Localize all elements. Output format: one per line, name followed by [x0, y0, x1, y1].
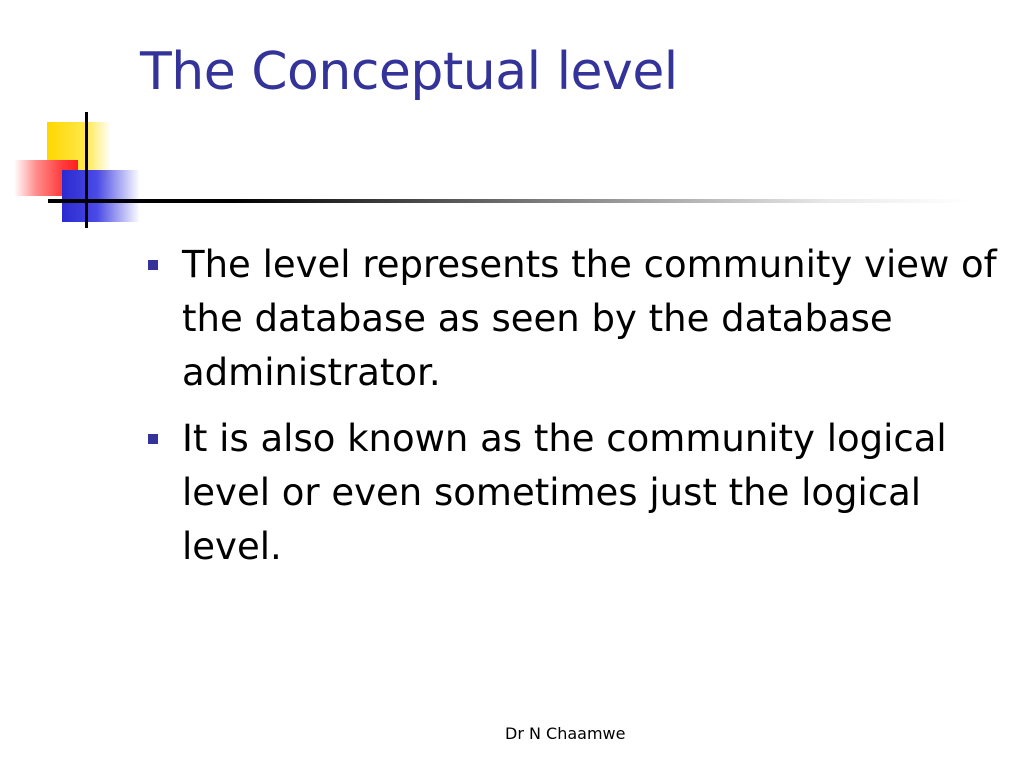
bullet-item	[146, 412, 1006, 574]
title-underline	[48, 199, 968, 203]
footer-author: Dr N Chaamwe	[505, 724, 626, 743]
bullet-list	[146, 238, 1006, 586]
square-bullet-icon	[148, 260, 158, 270]
bullet-text: The level represents the community view of the database as seen by the database administrator.	[182, 243, 997, 394]
bullet-text: It is also known as the community logical level or even sometimes just the logical level.	[182, 417, 947, 568]
slide-title: The Conceptual level	[140, 42, 678, 102]
ornament-blue-square	[62, 170, 140, 222]
ornament-vertical-line	[85, 112, 88, 228]
square-bullet-icon	[148, 434, 158, 444]
bullet-item	[146, 238, 1006, 400]
